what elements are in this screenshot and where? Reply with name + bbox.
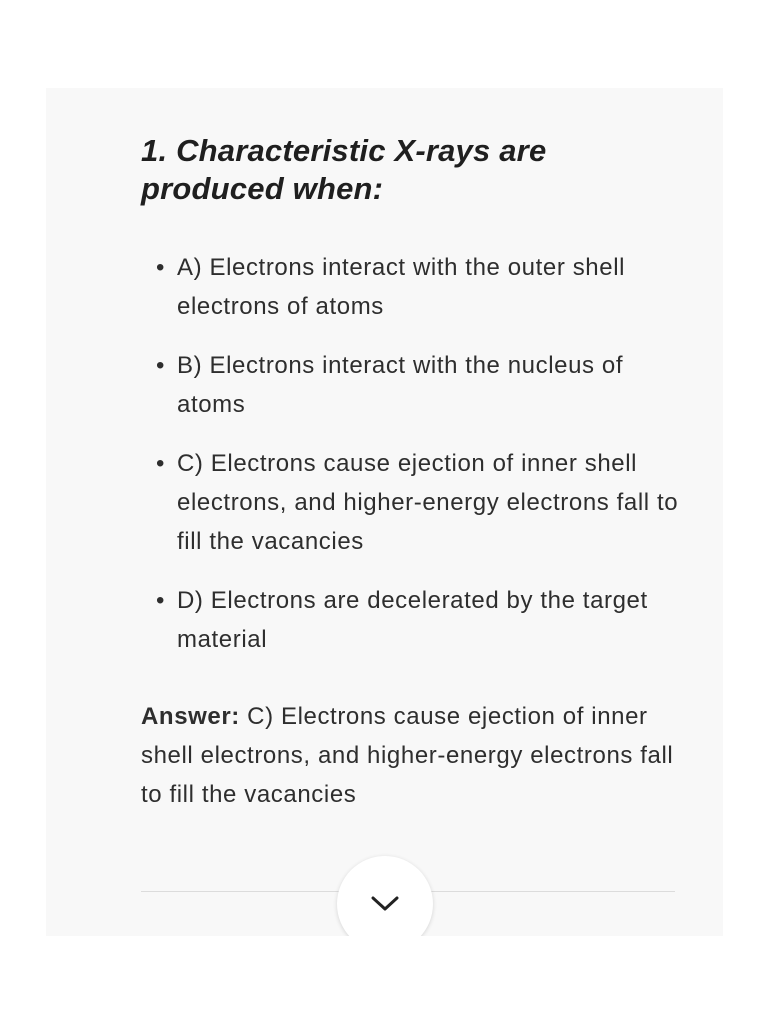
bullet-icon: • (156, 352, 166, 379)
options-list (141, 248, 681, 659)
answer-paragraph (141, 697, 681, 814)
bullet-icon: • (156, 254, 166, 281)
chevron-down-icon (370, 895, 400, 913)
option-text: C) Electrons cause ejection of inner shell electrons, and higher-energy electrons fall to fill the vacancies (177, 450, 679, 555)
option-text: D) Electrons are decelerated by the target material (177, 587, 648, 653)
question-card (46, 88, 723, 936)
option-a (156, 248, 681, 326)
option-text: B) Electrons interact with the nucleus of atoms (177, 352, 624, 418)
question-title: 1. Characteristic X-rays are produced when: (141, 133, 547, 206)
option-d (156, 581, 681, 659)
question-content (141, 132, 681, 814)
expand-button[interactable] (337, 856, 433, 936)
answer-text: C) Electrons cause ejection of inner shell electrons, and higher-energy electrons fall to fill the vacancies (141, 703, 674, 808)
option-c (156, 444, 681, 561)
option-text: A) Electrons interact with the outer shell electrons of atoms (177, 254, 626, 320)
bullet-icon: • (156, 450, 166, 477)
answer-label: Answer: (141, 703, 240, 730)
bullet-icon: • (156, 587, 166, 614)
option-b (156, 346, 681, 424)
